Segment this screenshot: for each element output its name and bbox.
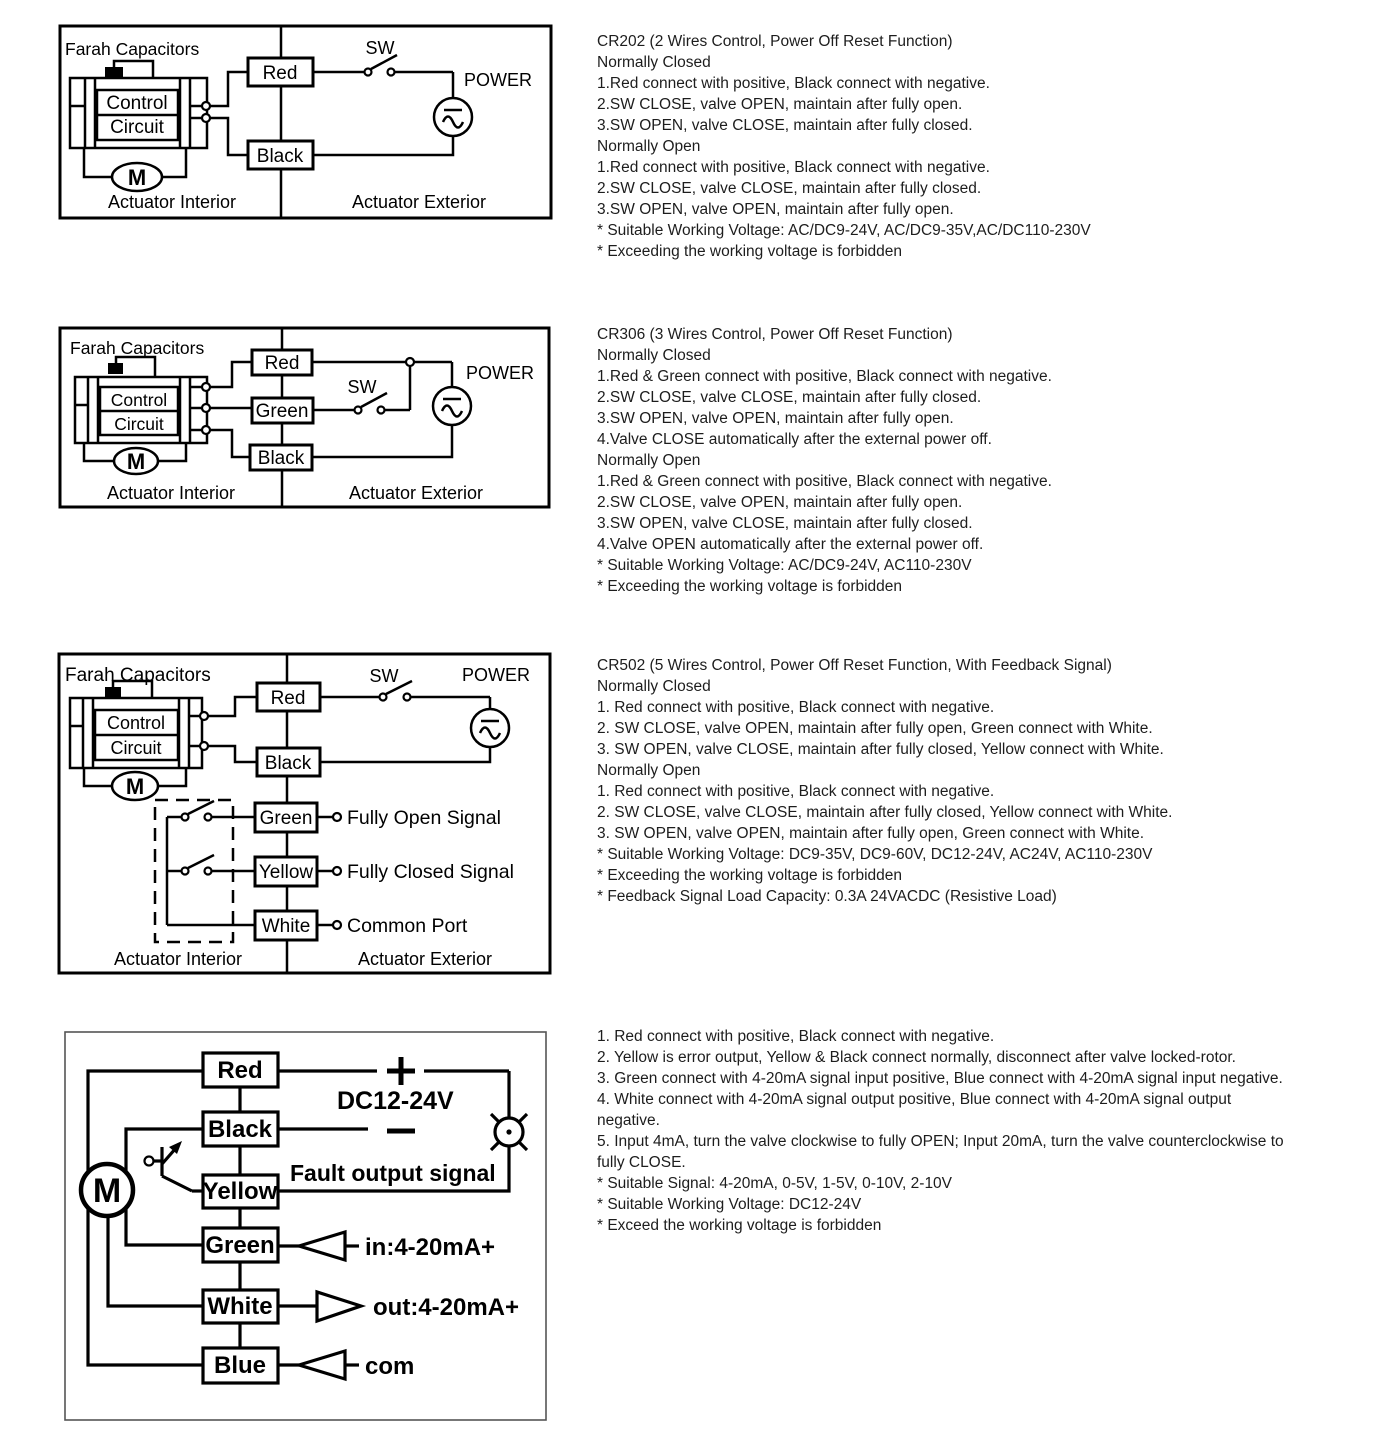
switch-icon [182, 801, 215, 821]
internal-wiring [200, 697, 257, 762]
note-line: * Exceeding the working voltage is forbidden [597, 867, 903, 884]
note-line: 3.SW OPEN, valve CLOSE, maintain after fully closed. [597, 117, 973, 134]
red-wire-label: Red [264, 353, 300, 374]
switch-icon [365, 55, 398, 76]
green-wire-label: Green [205, 1232, 275, 1259]
sw-label: SW [365, 38, 395, 58]
note-line: 4.Valve OPEN automatically after the external power off. [597, 536, 984, 553]
note-line: Normally Open [597, 138, 701, 155]
note-line: 2.SW CLOSE, valve OPEN, maintain after fully open. [597, 494, 963, 511]
cr306-wiring-diagram [58, 326, 552, 510]
terminal-dot-icon [333, 921, 341, 929]
circuit-label: Circuit [110, 738, 162, 758]
actuator-interior-label: Actuator Interior [107, 192, 237, 212]
terminal-dot-icon [202, 404, 210, 412]
green-wire-label: Green [259, 808, 313, 829]
fully-closed-signal-label: Fully Closed Signal [347, 861, 514, 883]
note-line: CR202 (2 Wires Control, Power Off Reset Function) [597, 33, 953, 50]
note-line: * Suitable Signal: 4-20mA, 0-5V, 1-5V, 0-10V, 2-10V [597, 1175, 953, 1192]
black-wire-label: Black [257, 448, 305, 469]
output-signal-label: out:4-20mA+ [373, 1294, 520, 1321]
power-source-icon [471, 709, 509, 747]
note-line: Normally Closed [597, 347, 711, 364]
white-wire-label: White [207, 1293, 273, 1320]
terminal-dot-icon [202, 383, 210, 391]
terminal-dot-icon [202, 114, 210, 122]
terminal-dot-icon [202, 102, 210, 110]
note-line: 1.Red connect with positive, Black connect with negative. [597, 75, 990, 92]
internal-wiring [202, 362, 252, 457]
green-wire-label: Green [255, 401, 309, 422]
farah-capacitors-label: Farah Capacitors [70, 338, 205, 358]
proportional-control-wiring-diagram [62, 1030, 550, 1424]
cr306-notes [597, 324, 1052, 597]
note-line: Normally Closed [597, 54, 711, 71]
motor-label: M [125, 774, 145, 799]
power-label: POWER [462, 665, 531, 685]
note-line: 1.Red & Green connect with positive, Black connect with negative. [597, 473, 1052, 490]
control-label: Control [110, 390, 168, 410]
note-line: * Exceeding the working voltage is forbidden [597, 578, 903, 595]
red-wire-label: Red [217, 1057, 263, 1084]
common-port-label: Common Port [347, 915, 468, 937]
capacitor-terminal-icon [105, 687, 121, 698]
note-line: 2.SW CLOSE, valve CLOSE, maintain after fully closed. [597, 180, 982, 197]
actuator-exterior-label: Actuator Exterior [348, 483, 484, 503]
yellow-wire-label: Yellow [258, 862, 314, 883]
motor-label: M [127, 165, 147, 190]
junction-dot-icon [406, 358, 414, 366]
note-line: * Suitable Working Voltage: AC/DC9-24V, AC110-230V [597, 557, 972, 574]
farah-capacitors-label: Farah Capacitors [65, 665, 211, 686]
exterior-wiring [313, 55, 472, 155]
fully-open-signal-label: Fully Open Signal [347, 807, 501, 829]
note-line: 1. Red connect with positive, Black connect with negative. [597, 783, 995, 800]
white-wire-label: White [261, 916, 311, 937]
note-line: Normally Open [597, 762, 701, 779]
note-line: 1.Red & Green connect with positive, Black connect with negative. [597, 368, 1052, 385]
terminal-dot-icon [333, 867, 341, 875]
note-line: * Exceeding the working voltage is forbidden [597, 243, 903, 260]
actuator-exterior-label: Actuator Exterior [357, 949, 493, 969]
input-signal-label: in:4-20mA+ [365, 1234, 496, 1261]
output-arrow-icon [317, 1292, 361, 1321]
circuit-label: Circuit [110, 117, 164, 138]
note-line: 3. Green connect with 4-20mA signal input positive, Blue connect with 4-20mA signal input negative. [597, 1070, 1283, 1087]
terminal-dot-icon [200, 742, 208, 750]
cr502-notes [597, 655, 1172, 907]
cr202-wiring-diagram [58, 24, 554, 220]
feedback-switch-block [155, 800, 255, 942]
internal-wiring [202, 72, 248, 155]
control-label: Control [106, 713, 166, 733]
note-line: 3.SW OPEN, valve OPEN, maintain after fully open. [597, 201, 954, 218]
note-line: 3. SW OPEN, valve CLOSE, maintain after fully closed, Yellow connect with White. [597, 741, 1164, 758]
input-arrow-icon [299, 1232, 345, 1260]
note-line: CR306 (3 Wires Control, Power Off Reset Function) [597, 326, 953, 343]
power-label: POWER [466, 363, 535, 383]
lamp-icon [491, 1114, 527, 1150]
capacitor-terminal-icon [108, 363, 123, 374]
note-line: CR502 (5 Wires Control, Power Off Reset Function, With Feedback Signal) [597, 657, 1112, 674]
power-source-icon [433, 387, 471, 425]
note-line: * Suitable Working Voltage: DC9-35V, DC9-60V, DC12-24V, AC24V, AC110-230V [597, 846, 1153, 863]
note-line: 1. Red connect with positive, Black connect with negative. [597, 1028, 995, 1045]
sw-label: SW [369, 666, 399, 686]
red-wire-label: Red [262, 63, 298, 84]
note-line: 1.Red connect with positive, Black connect with negative. [597, 159, 990, 176]
yellow-wire-label: Yellow [202, 1178, 278, 1205]
note-line: 1. Red connect with positive, Black connect with negative. [597, 699, 995, 716]
note-line: Normally Open [597, 452, 701, 469]
dc-voltage-label: DC12-24V [337, 1087, 454, 1115]
terminal-dot-icon [333, 813, 341, 821]
input-arrow-icon [299, 1351, 345, 1379]
actuator-interior-label: Actuator Interior [113, 949, 243, 969]
fault-output-signal-label: Fault output signal [290, 1160, 496, 1186]
note-line: 2. Yellow is error output, Yellow & Black connect normally, disconnect after valve locked-rotor. [597, 1049, 1236, 1066]
note-line: 4.Valve CLOSE automatically after the external power off. [597, 431, 992, 448]
note-line: 2.SW CLOSE, valve CLOSE, maintain after fully closed. [597, 389, 982, 406]
note-line: * Feedback Signal Load Capacity: 0.3A 24VACDC (Resistive Load) [597, 888, 1057, 905]
note-line: 2. SW CLOSE, valve CLOSE, maintain after fully closed, Yellow connect with White. [597, 804, 1173, 821]
black-wire-label: Black [207, 1116, 273, 1143]
terminal-dot-icon [200, 712, 208, 720]
note-line: 3.SW OPEN, valve CLOSE, maintain after fully closed. [597, 515, 973, 532]
capacitor-terminal-icon [105, 67, 123, 78]
motor-label: M [92, 1172, 122, 1210]
actuator-exterior-label: Actuator Exterior [351, 192, 487, 212]
com-label: com [365, 1353, 415, 1380]
power-label: POWER [464, 70, 533, 90]
note-line: 3. SW OPEN, valve OPEN, maintain after fully open, Green connect with White. [597, 825, 1145, 842]
black-wire-label: Black [256, 146, 304, 167]
note-line: 4. White connect with 4-20mA signal output positive, Blue connect with 4-20mA signal output [597, 1091, 1232, 1108]
note-line: 2. SW CLOSE, valve OPEN, maintain after fully open, Green connect with White. [597, 720, 1153, 737]
farah-capacitors-label: Farah Capacitors [65, 39, 200, 59]
motor-label: M [126, 449, 146, 474]
note-line: negative. [597, 1112, 660, 1129]
actuator-interior-label: Actuator Interior [106, 483, 236, 503]
note-line: * Suitable Working Voltage: DC12-24V [597, 1196, 862, 1213]
note-line: 3.SW OPEN, valve OPEN, maintain after fully open. [597, 410, 954, 427]
control-label: Control [106, 93, 168, 114]
black-wire-label: Black [264, 753, 312, 774]
note-line: * Suitable Working Voltage: AC/DC9-24V, AC/DC9-35V,AC/DC110-230V [597, 222, 1091, 239]
exterior-wiring [312, 358, 471, 457]
plus-symbol [387, 1057, 415, 1085]
circuit-label: Circuit [114, 414, 164, 434]
cr202-notes [597, 31, 1091, 262]
switch-icon [182, 855, 215, 875]
blue-wire-label: Blue [213, 1352, 267, 1379]
fault-contact-icon [145, 1141, 204, 1191]
sw-label: SW [347, 377, 377, 397]
note-line: Normally Closed [597, 678, 711, 695]
cr502-wiring-diagram [56, 652, 554, 976]
terminal-dot-icon [202, 426, 210, 434]
note-line: 5. Input 4mA, turn the valve clockwise to fully OPEN; Input 20mA, turn the valve counterclockwise to [597, 1133, 1284, 1150]
power-source-icon [434, 98, 472, 136]
exterior-wiring [317, 681, 509, 929]
red-wire-label: Red [270, 688, 306, 709]
proportional-control-notes [597, 1026, 1284, 1236]
note-line: fully CLOSE. [597, 1154, 686, 1171]
note-line: 2.SW CLOSE, valve OPEN, maintain after fully open. [597, 96, 963, 113]
note-line: * Exceed the working voltage is forbidden [597, 1217, 882, 1234]
